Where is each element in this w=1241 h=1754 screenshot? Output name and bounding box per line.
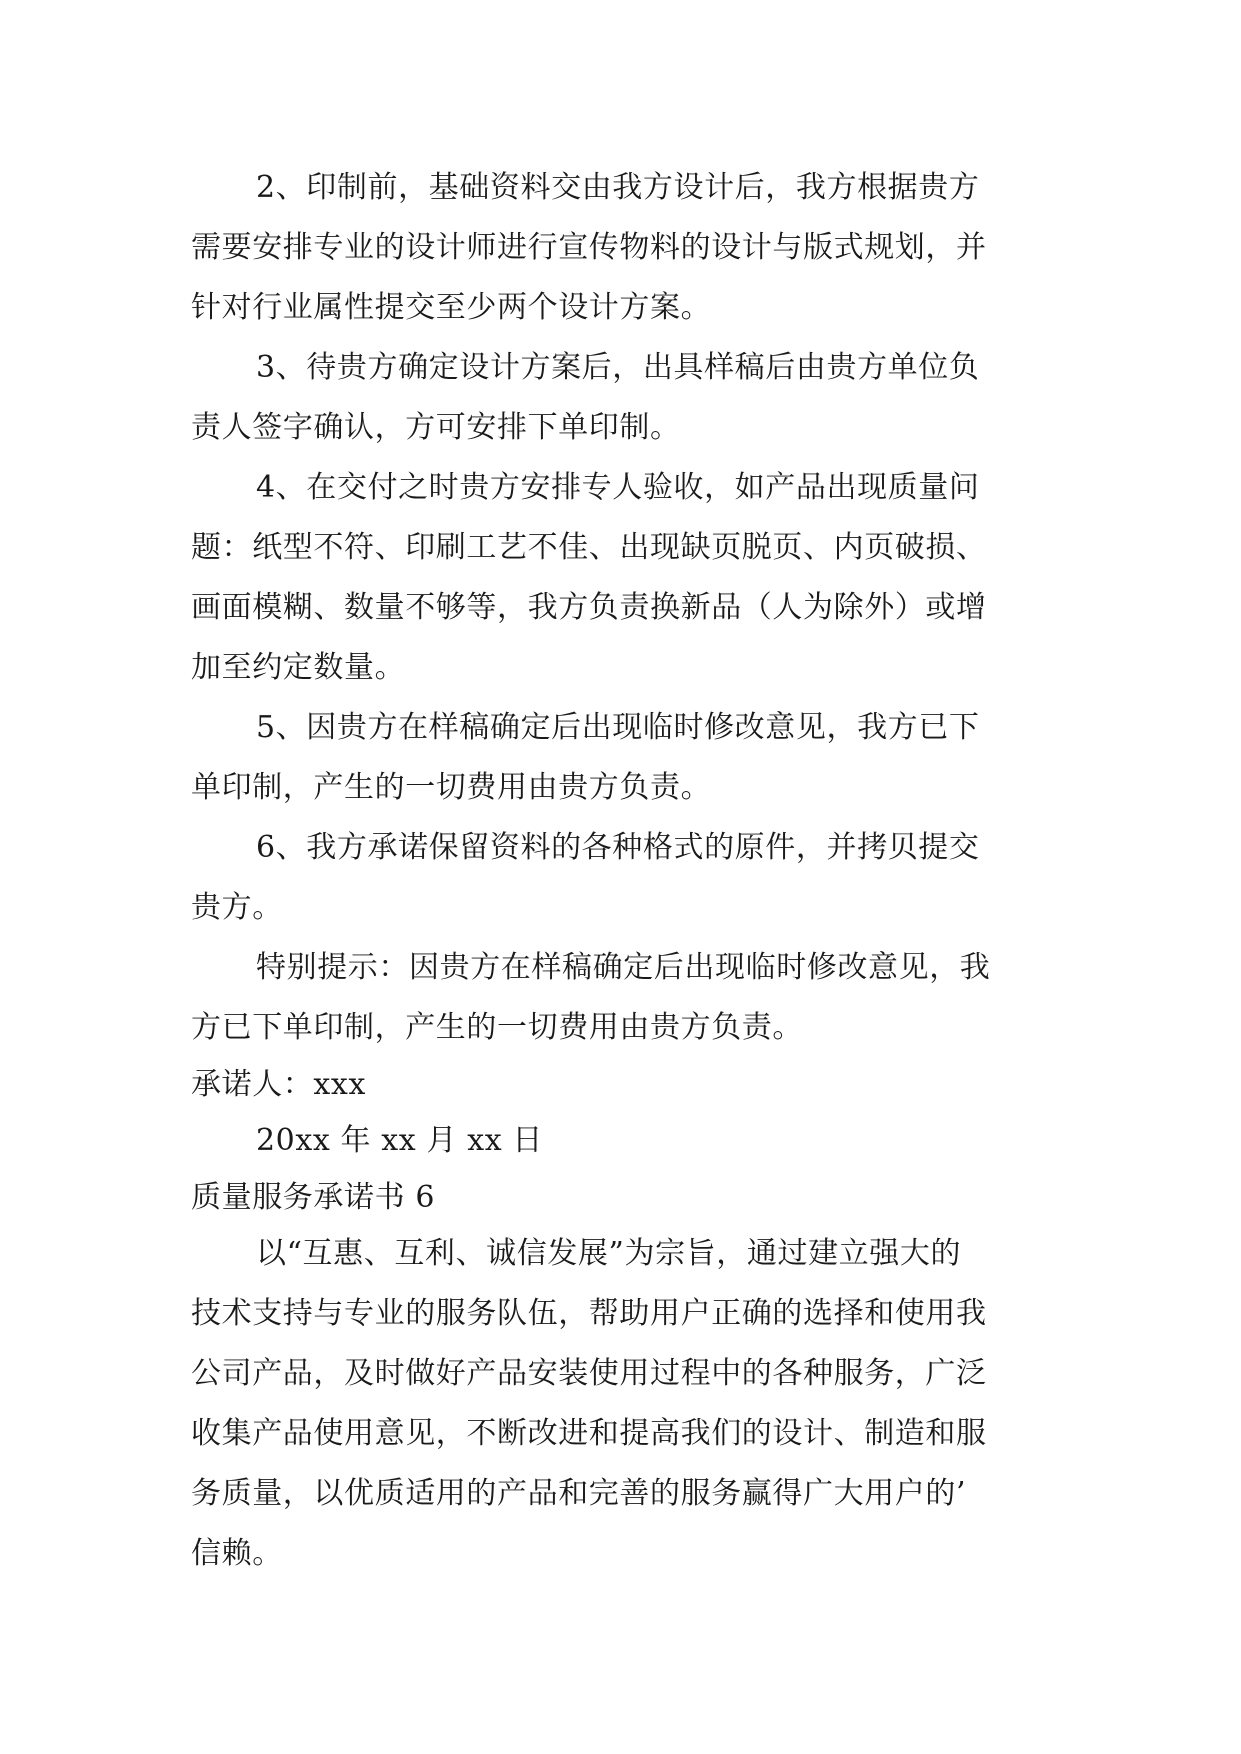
- text-line: 单印制，产生的一切费用由贵方负责。: [191, 770, 712, 805]
- text-line: 加至约定数量。: [191, 650, 406, 685]
- text-line: 5、因贵方在样稿确定后出现临时修改意见，我方已下: [256, 710, 980, 745]
- paragraph-item-6: [191, 818, 1071, 938]
- text-line: 画面模糊、数量不够等，我方负责换新品（人为除外）或增: [191, 590, 987, 625]
- text-line: 以“互惠、互利、诚信发展”为宗旨，通过建立强大的: [256, 1236, 962, 1271]
- text-line: 针对行业属性提交至少两个设计方案。: [191, 290, 712, 325]
- text-line: 务质量，以优质适用的产品和完善的服务赢得广大用户的’: [191, 1476, 967, 1511]
- text-line: 特别提示：因贵方在样稿确定后出现临时修改意见，我: [256, 950, 991, 985]
- promiser-line: 承诺人：xxx: [191, 1067, 366, 1102]
- text-line: 信赖。: [191, 1536, 283, 1571]
- text-line: 题：纸型不符、印刷工艺不佳、出现缺页脱页、内页破损、: [191, 530, 987, 565]
- section-title: 质量服务承诺书 6: [191, 1180, 436, 1215]
- text-line: 4、在交付之时贵方安排专人验收，如产品出现质量问: [256, 470, 980, 505]
- text-line: 贵方。: [191, 890, 283, 925]
- text-line: 收集产品使用意见，不断改进和提高我们的设计、制造和服: [191, 1416, 987, 1451]
- paragraph-item-4: [191, 458, 1071, 698]
- paragraph-item-5: [191, 698, 1071, 818]
- text-line: 需要安排专业的设计师进行宣传物料的设计与版式规划，并: [191, 230, 987, 265]
- paragraph-item-2: [191, 158, 1071, 338]
- paragraph-intro: [191, 1224, 1071, 1584]
- paragraph-item-3: [191, 338, 1071, 458]
- text-line: 技术支持与专业的服务队伍，帮助用户正确的选择和使用我: [191, 1296, 987, 1331]
- text-line: 3、待贵方确定设计方案后，出具样稿后由贵方单位负: [256, 350, 980, 385]
- text-line: 6、我方承诺保留资料的各种格式的原件，并拷贝提交: [256, 830, 980, 865]
- text-line: 公司产品，及时做好产品安装使用过程中的各种服务，广泛: [191, 1356, 987, 1391]
- text-line: 2、印制前，基础资料交由我方设计后，我方根据贵方: [256, 170, 980, 205]
- text-line: 责人签字确认，方可安排下单印制。: [191, 410, 681, 445]
- text-line: 方已下单印制，产生的一切费用由贵方负责。: [191, 1010, 803, 1045]
- document-body: [191, 158, 1071, 1584]
- date-line: 20xx 年 xx 月 xx 日: [256, 1123, 543, 1158]
- paragraph-special-note: [191, 938, 1071, 1058]
